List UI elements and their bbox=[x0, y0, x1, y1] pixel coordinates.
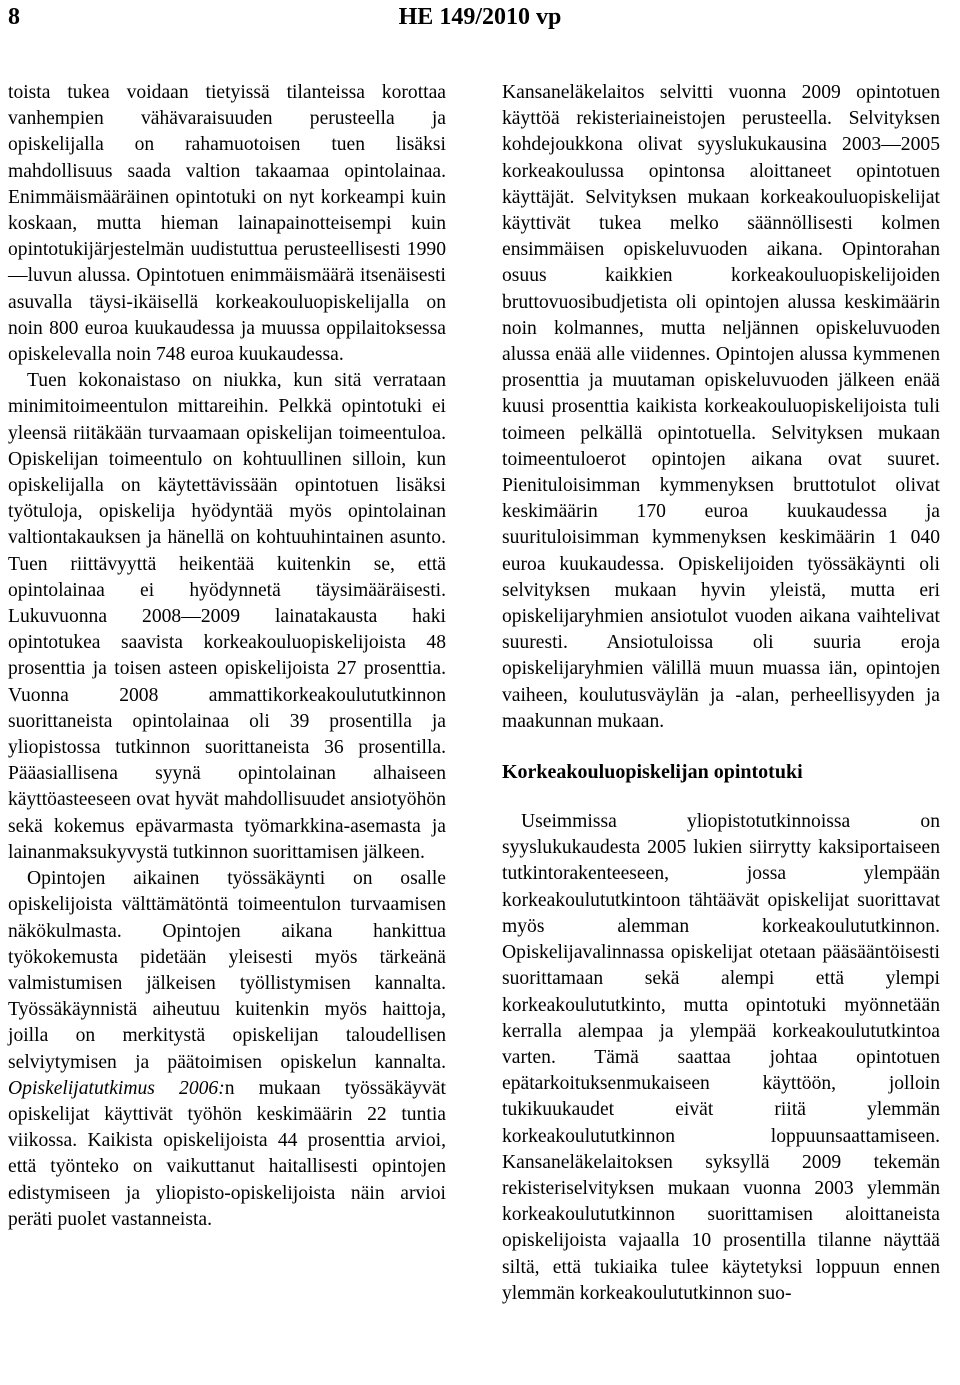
section-heading: Korkeakouluopiskelijan opintotuki bbox=[502, 761, 803, 784]
left-paragraph-2: Tuen kokonaistaso on niukka, kun sitä verrataan minimitoimeentulon mittareihin. Pelkkä opintotuki ei yleensä riitäkään turvaamaan opiskelijan toimeentuloa. Opiskelijan toimeentulo on kohtuullinen silloin, kun opiskelijalla on käytettävissään opintotuen lisäksi työtuloja, opiskelija hyödyntää myös opintolainan valtiontakauksen ja hänellä on kohtuuhintainen asunto. Tuen riittävyyttä heikentää kuitenkin se, että opintolainaa ei hyödynnetä täysimääräisesti. Lukuvuonna 2008—2009 lainatakausta haki opintotukea saavista korkeakouluopiskelijoista 48 prosenttia ja toisen asteen opiskelijoista 27 prosenttia. Vuonna 2008 ammattikorkeakoulututkinnon suorittaneista opintolainaa oli 39 prosentilla ja yliopistossa tutkinnon suorittaneista 36 prosentilla. Pääasiallisena syynä opintolainan alhaiseen käyttöasteeseen ovat hyvät mahdollisuudet ansiotyöhön sekä kokemus epävarmasta työmarkkina-asemasta ja lainanmaksukyvystä tutkinnon suorittamisen jälkeen. bbox=[8, 370, 446, 863]
study-reference-italic: Opiskelijatutkimus 2006: bbox=[8, 1077, 225, 1099]
right-paragraph-2: Useimmissa yliopistotutkinnoissa on syyslukukaudesta 2005 lukien siirrytty kaksiportaiseen tutkintorakenteeseen, jossa ylempään korkeakoulututkintoon tähtäävät opiskelijat suorittavat myös alemman korkeakoulututkinnon. Opiskelijavalinnassa opiskelijat otetaan pääsääntöisesti suorittamaan sekä alempi että ylempi korkeakoulututkinto, mutta opintotuki myönnetään kerralla alempaa ja ylempää korkeakoulututkintoa varten. Tämä saattaa johtaa opintotuen epätarkoituksenmukaiseen käyttöön, jolloin tukikuukaudet eivät riitä ylemmän korkeakoulututkinnon loppuunsaattamiseen. Kansaneläkelaitoksen syksyllä 2009 tekemän rekisteriselvityksen mukaan vuonna 2003 ylemmän korkeakoulututkinnon suorittamisen aloittaneista opiskelijoista vajaalla 10 prosentilla tilanne näyttää siltä, että tukiaika tulee käytetyksi loppuun ennen ylemmän korkeakoulututkinnon suo- bbox=[502, 811, 940, 1304]
left-paragraph-3 bbox=[8, 866, 446, 1233]
left-paragraph-3-a: Opintojen aikainen työssäkäynti on osalle opiskelijoista välttämätöntä toimeentulon turvaamisen näkökulmasta. Opintojen aikana hankittua työkokemusta pidetään yleisesti myös tärkeänä valmistumisen jälkeisen työllistymisen kannalta. Työssäkäynnistä aiheutuu kuitenkin myös haittoja, joilla on merkitystä opiskelijan taloudellisen selviytymisen ja päätoimisen opiskelun kannalta. bbox=[8, 868, 446, 1073]
left-paragraph-1: toista tukea voidaan tietyissä tilanteissa korottaa vanhempien vähävaraisuuden perusteella ja opiskelijalla on rahamuotoisen tuen lisäksi mahdollisuus saada valtion takaamaa opintolainaa. Enimmäismääräinen opintotuki on nyt korkeampi kuin koskaan, mutta hieman lainapainotteisempi kuin opintotukijärjestelmän uudistuttua perusteellisesti 1990—luvun alussa. Opintotuen enimmäismäärä itsenäisesti asuvalla täysi-ikäisellä korkeakouluopiskelijalla on noin 800 euroa kuukaudessa ja muussa oppilaitoksessa opiskelevalla noin 748 euroa kuukaudessa. bbox=[8, 82, 446, 366]
document-id: HE 149/2010 vp bbox=[398, 4, 562, 30]
page-header bbox=[0, 0, 960, 40]
right-column bbox=[502, 80, 940, 1307]
page-number: 8 bbox=[8, 4, 20, 30]
left-paragraph-3-b: n mukaan työssäkäyvät opiskelijat käyttivät työhön keskimäärin 22 tuntia viikossa. Kaikista opiskelijoista 44 prosenttia arvioi, että työnteko on vaikuttanut haitallisesti opintojen edistymiseen ja yliopisto-opiskelijoista näin arvioi peräti puolet vastanneista. bbox=[8, 1077, 446, 1230]
left-column bbox=[8, 80, 446, 1233]
right-paragraph-1: Kansaneläkelaitos selvitti vuonna 2009 opintotuen käyttöä rekisteriaineistojen perusteella. Selvityksen kohdejoukkona olivat syyslukukausina 2003—2005 korkeakoulussa opintonsa aloittaneet opintotuen käyttäjät. Selvityksen mukaan korkeakouluopiskelijat käyttivät tukea melko säännöllisesti kolmen ensimmäisen opiskeluvuoden aikana. Opintorahan osuus kaikkien korkeakouluopiskelijoiden bruttovuosibudjetista oli opintojen alussa keskimäärin noin kolmannes, mutta neljännen opiskeluvuoden alussa enää alle viidennes. Opintojen alussa kymmenen prosenttia ja muutaman opiskeluvuoden jälkeen enää kuusi prosenttia kaikista korkeakouluopiskelijoista tuli toimeen pelkällä opintotuella. Selvityksen mukaan toimeentuloerot opintojen aikana ovat suuret. Pienituloisimman kymmenyksen bruttotulot olivat keskimäärin 170 euroa kuukaudessa ja suurituloisimman kymmenyksen keskimäärin 1 040 euroa kuukaudessa. Opiskelijoiden työssäkäynti oli selvityksen mukaan hyvin yleistä, mutta eri opiskelijaryhmien ansiotulot vuoden aikana vaihtelivat suuresti. Ansiotuloissa oli suuria eroja opiskelijaryhmien välillä muun muassa iän, opintojen vaiheen, koulutusväylän ja -alan, perheellisyyden ja maakunnan mukaan. bbox=[502, 82, 940, 732]
